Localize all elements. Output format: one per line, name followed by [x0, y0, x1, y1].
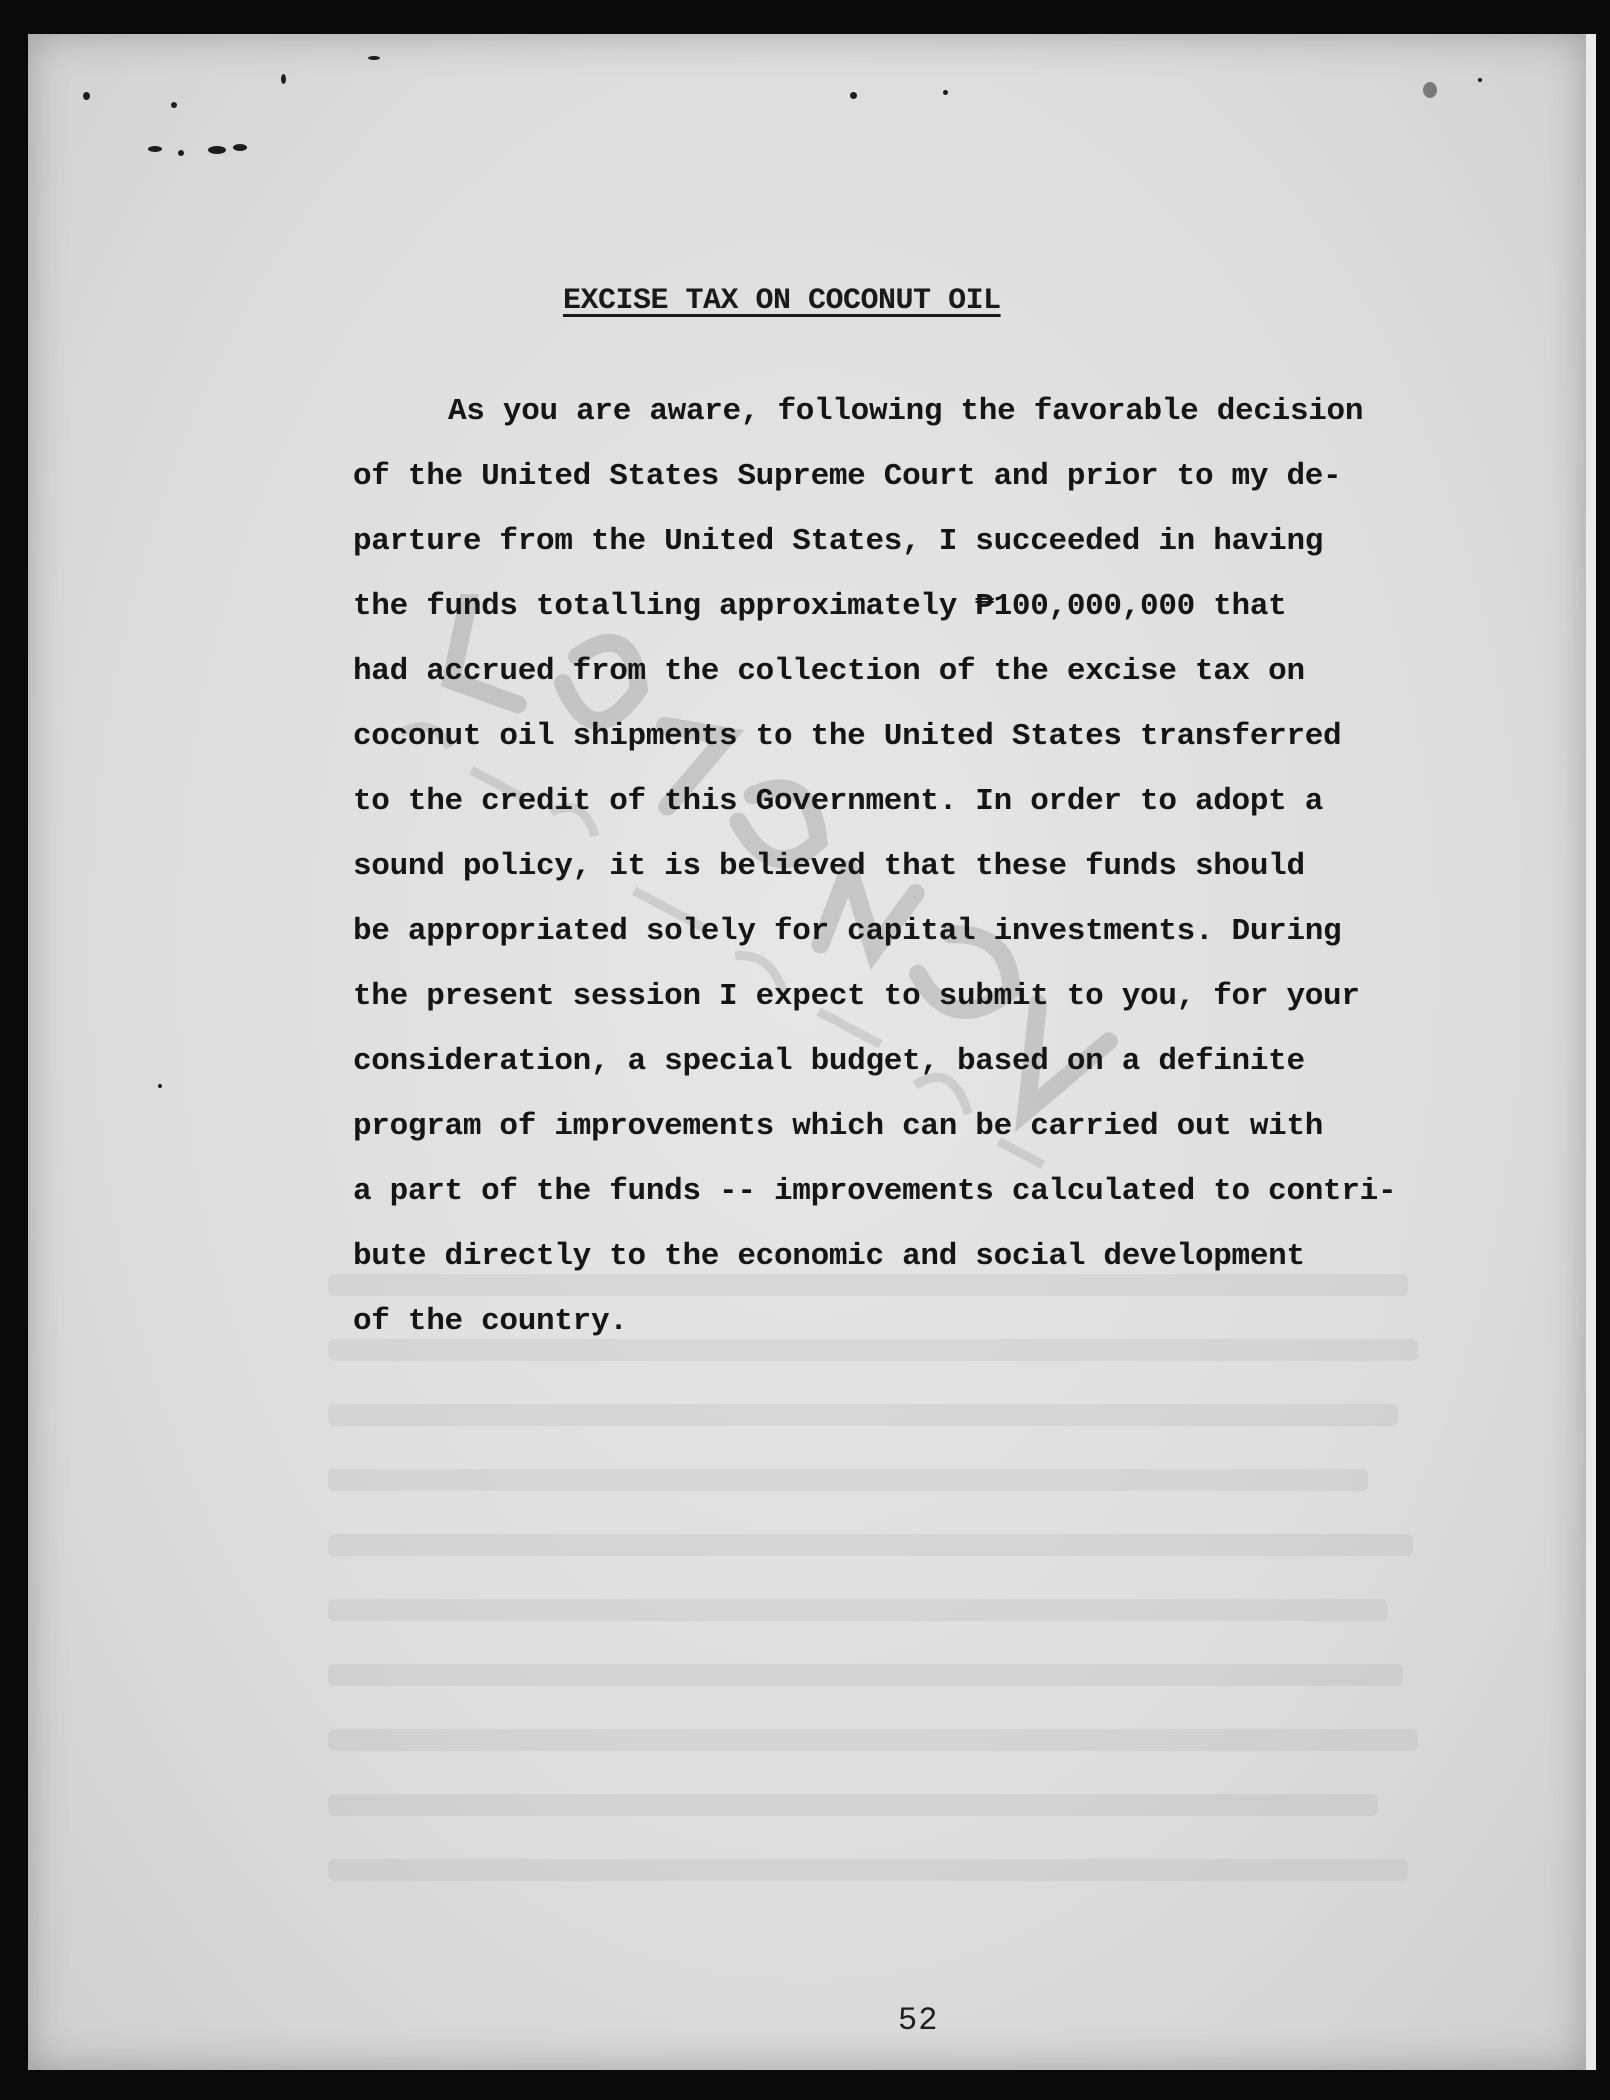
scan-speck	[1423, 82, 1437, 98]
text-line: had accrued from the collection of the excise tax on	[353, 654, 1305, 689]
text-line: bute directly to the economic and social development	[353, 1239, 1305, 1274]
text-line: sound policy, it is believed that these funds should	[353, 849, 1305, 884]
text-line: coconut oil shipments to the United States transferred	[353, 719, 1342, 754]
scan-speck	[171, 102, 177, 108]
scan-speck	[208, 146, 226, 154]
text-line: a part of the funds -- improvements calculated to contri-	[353, 1174, 1397, 1209]
scan-speck	[148, 146, 162, 152]
bleed-through-line	[328, 1534, 1413, 1556]
text-line: consideration, a special budget, based on a definite	[353, 1044, 1305, 1079]
bleed-through-line	[328, 1404, 1398, 1426]
body-paragraph	[353, 379, 1473, 1354]
text-line: be appropriated solely for capital investments. During	[353, 914, 1342, 949]
text-line: parture from the United States, I succeeded in having	[353, 524, 1324, 559]
scan-speck	[83, 92, 90, 100]
scan-speck	[281, 74, 286, 84]
scan-speck	[850, 92, 857, 99]
scan-speck	[368, 56, 380, 60]
text-line: of the United States Supreme Court and prior to my de-	[353, 459, 1342, 494]
scan-speck	[158, 1084, 162, 1088]
text-line: to the credit of this Government. In order to adopt a	[353, 784, 1324, 819]
text-line: of the country.	[353, 1304, 628, 1339]
bleed-through-line	[328, 1469, 1368, 1491]
scan-speck	[943, 90, 948, 95]
document-title: EXCISE TAX ON COCONUT OIL	[563, 284, 1001, 318]
scan-speck	[233, 144, 247, 151]
text-line: the present session I expect to submit to you, for your	[353, 979, 1360, 1014]
bleed-through-line	[328, 1859, 1408, 1881]
text-line: As you are aware, following the favorable decision	[448, 394, 1364, 429]
document-page	[28, 34, 1596, 2070]
scan-speck	[1478, 78, 1482, 82]
bleed-through-line	[328, 1794, 1378, 1816]
text-line: the funds totalling approximately ₱100,000,000 that	[353, 589, 1287, 624]
bleed-through-line	[328, 1599, 1388, 1621]
page-number: 52	[898, 2002, 939, 2039]
bleed-through-area	[328, 1274, 1428, 1934]
bleed-through-line	[328, 1729, 1418, 1751]
scan-speck	[178, 150, 184, 156]
text-line: program of improvements which can be carried out with	[353, 1109, 1324, 1144]
bleed-through-line	[328, 1664, 1403, 1686]
